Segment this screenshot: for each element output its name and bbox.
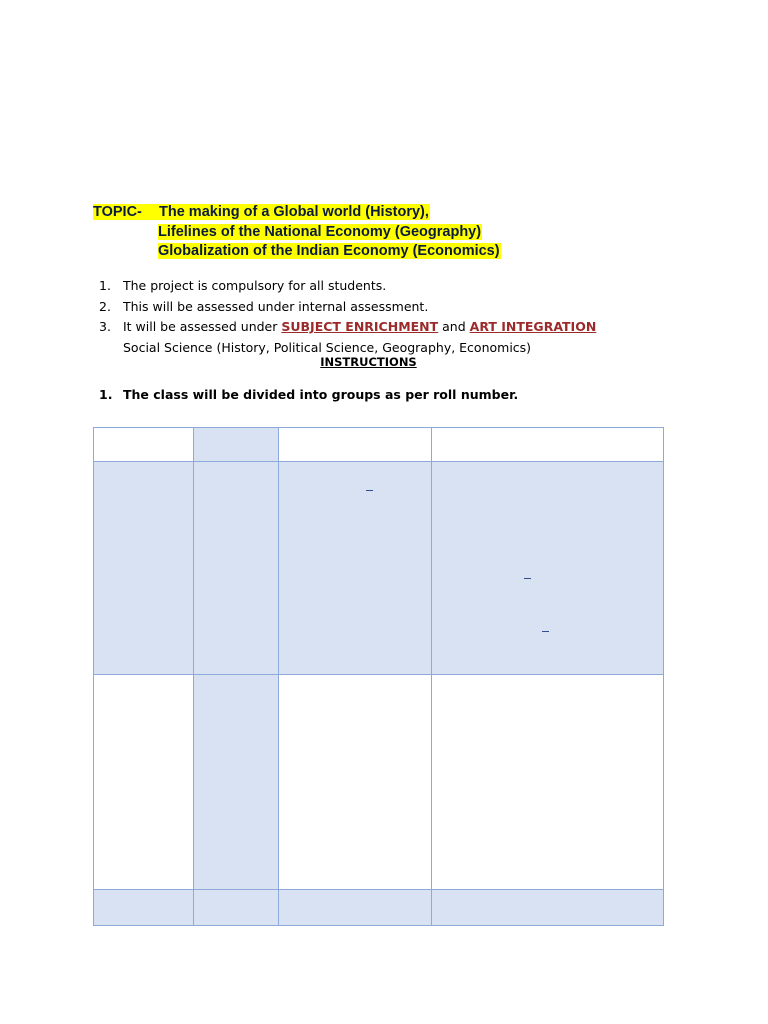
list-item: 1. The project is compulsory for all students. — [99, 278, 387, 293]
art-integration-link[interactable]: ART INTEGRATION — [469, 319, 597, 334]
table-cell — [94, 428, 194, 462]
table-cell — [279, 462, 432, 675]
table-cell — [279, 428, 432, 462]
list-item: 3. It will be assessed under SUBJECT ENRICHMENT and ART INTEGRATION — [99, 319, 597, 334]
table-cell — [432, 428, 664, 462]
instruction-rule-1: 1. The class will be divided into groups as per roll number. — [99, 387, 519, 402]
table-row — [94, 675, 664, 890]
topic-block — [93, 203, 501, 262]
table-row — [94, 890, 664, 926]
subjects-line: Social Science (History, Political Science, Geography, Economics) — [123, 339, 532, 355]
table-cell — [194, 890, 279, 926]
group-table — [93, 427, 664, 926]
dash-mark — [542, 631, 549, 632]
dash-mark — [366, 490, 373, 491]
topic-line-history: The making of a Global world (History), — [159, 204, 429, 220]
table-cell — [94, 890, 194, 926]
table-row — [94, 428, 664, 462]
requirements-list — [99, 276, 596, 358]
dash-mark — [524, 578, 531, 579]
instructions-heading: INSTRUCTIONS — [320, 355, 417, 369]
table-cell — [432, 675, 664, 890]
table-cell — [432, 890, 664, 926]
table-cell — [94, 675, 194, 890]
topic-line-geography: Lifelines of the National Economy (Geography) — [158, 223, 482, 240]
table-cell — [194, 428, 279, 462]
topic-line-economics: Globalization of the Indian Economy (Economics) — [158, 243, 500, 259]
table-cell — [279, 675, 432, 890]
table-cell — [432, 462, 664, 675]
table-cell — [279, 890, 432, 926]
table-cell — [194, 675, 279, 890]
table-row — [94, 462, 664, 675]
subject-enrichment-link[interactable]: SUBJECT ENRICHMENT — [281, 319, 439, 334]
table-cell — [94, 462, 194, 675]
list-item: 2. This will be assessed under internal assessment. — [99, 298, 429, 314]
topic-label: TOPIC- — [93, 204, 142, 220]
table-cell — [194, 462, 279, 675]
